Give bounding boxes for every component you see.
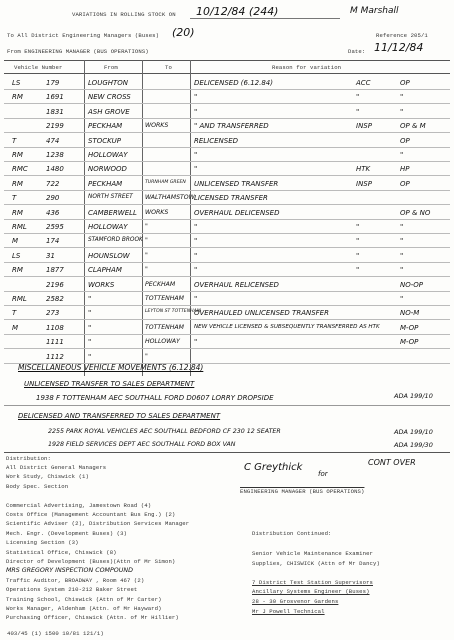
distribution-label: Distribution: <box>6 455 51 462</box>
from-garage: ASH GROVE <box>88 107 130 116</box>
distribution-continued-item: 28 - 30 Grosvenor Gardens <box>252 598 339 605</box>
reason: RELICENSED <box>194 136 239 145</box>
distribution-item: MRS GREGORY INSPECTION COMPOUND <box>6 567 133 575</box>
category-code: INSP <box>356 122 372 131</box>
from-garage: HOLLOWAY <box>88 223 128 231</box>
vehicle-number: 179 <box>46 79 60 87</box>
reason: " <box>194 338 198 347</box>
distribution-item: Operations System 210-212 Baker Street <box>6 586 138 594</box>
to-garage: " <box>145 237 148 245</box>
category-code: HTK <box>356 165 371 174</box>
distribution-continued-item: Ancillary Systems Engineer (Buses) <box>252 588 370 596</box>
vehicle-type: T <box>12 136 17 145</box>
vehicle-number: 1877 <box>46 266 64 275</box>
vehicle-type: M <box>12 323 19 332</box>
vehicle-type: RML <box>12 223 27 231</box>
to-line: To All District Engineering Managers (Buses) <box>7 32 160 39</box>
category-code: " <box>356 223 360 231</box>
from-garage: STOCKUP <box>88 136 121 145</box>
date-value: 11/12/84 <box>374 41 424 54</box>
from-garage: " <box>88 295 92 303</box>
to-number: (20) <box>172 26 195 39</box>
to-garage: " <box>145 352 148 360</box>
category-code: " <box>356 93 360 102</box>
vehicle-number: 31 <box>46 251 55 260</box>
action-code: " <box>400 151 404 159</box>
vehicle-type: RMC <box>12 165 28 174</box>
misc-delicensed-row-2: 1928 FIELD SERVICES DEPT AEC SOUTHALL FORD BOX VAN <box>48 441 236 448</box>
reason: OVERHAUL DELICENSED <box>194 208 280 217</box>
misc-unlicensed-row-tail: ADA 199/10 <box>394 392 433 400</box>
action-code: NO-OP <box>400 280 424 289</box>
category-code: " <box>356 266 360 275</box>
from-garage: PECKHAM <box>88 179 123 188</box>
vehicle-number: 1108 <box>46 323 64 332</box>
action-code: " <box>400 266 404 275</box>
col-to: To <box>165 64 172 71</box>
misc-unlicensed-row: 1938 F TOTTENHAM AEC SOUTHALL FORD D0607 LORRY DROPSIDE <box>36 394 274 402</box>
from-garage: " <box>88 338 92 347</box>
distribution-item: Work Study, Chiswick (1) <box>6 473 89 481</box>
to-garage: " <box>145 223 148 230</box>
vehicle-type: LS <box>12 79 21 87</box>
vehicle-type: M <box>12 237 19 246</box>
to-garage: HOLLOWAY <box>145 338 180 346</box>
vehicle-number: 2199 <box>46 122 64 131</box>
vehicle-number: 174 <box>46 237 60 246</box>
title-signature: M Marshall <box>350 6 399 16</box>
from-garage: CLAPHAM <box>88 266 122 275</box>
distribution-item: Statistical Office, Chiswick (8) <box>6 548 117 556</box>
misc-heading: MISCELLANEOUS VEHICLE MOVEMENTS (6.12.84) <box>18 363 204 372</box>
to-garage: LEYTON ST TOTTENHAM <box>145 309 201 315</box>
to-garage: TOTTENHAM <box>145 295 184 302</box>
distribution-item: Traffic Auditor, BROADWAY , Room 467 (2) <box>6 576 145 584</box>
vehicle-number: 436 <box>46 208 60 217</box>
category-code: INSP <box>356 179 372 188</box>
vehicle-number: 722 <box>46 179 60 188</box>
from-garage: " <box>88 323 92 332</box>
action-code: " <box>400 223 404 231</box>
vehicle-number: 1238 <box>46 151 64 159</box>
distribution-item: All District General Managers <box>6 464 107 471</box>
to-garage: TOTTENHAM <box>145 323 184 331</box>
from-garage: STAMFORD BROOK <box>88 237 143 244</box>
reason: " <box>194 165 198 174</box>
distribution-item: Director of Development (Buses)(Attn of Mr Simon) <box>6 558 176 565</box>
vehicle-type: T <box>12 309 17 318</box>
reason: " <box>194 237 198 246</box>
vehicle-type: LS <box>12 251 21 260</box>
reason: " <box>194 151 198 159</box>
reason: " <box>194 223 198 231</box>
distribution-item: Scientific Adviser (2), Distribution Services Manager <box>6 520 190 528</box>
vehicle-number: 474 <box>46 136 60 145</box>
reason: " <box>194 93 198 102</box>
distribution-item: Works Manager, Aldenham (Attn. of Mr Hayward) <box>6 605 162 612</box>
action-code: " <box>400 251 404 260</box>
vehicle-type: RML <box>12 295 27 303</box>
misc-unlicensed-heading: UNLICENSED TRANSFER TO SALES DEPARTMENT <box>24 380 195 388</box>
col-from: From <box>104 64 118 71</box>
distribution-continued-item: Senior Vehicle Maintenance Examiner <box>252 550 373 557</box>
to-garage: " <box>145 251 148 259</box>
action-code: " <box>400 237 404 246</box>
action-code: OP <box>400 136 410 145</box>
reference-label: Reference 205/1 <box>376 32 428 39</box>
distribution-continued-item: 7 District Test Station Supervisors <box>252 578 373 586</box>
from-garage: WORKS <box>88 280 115 289</box>
vehicle-number: 1831 <box>46 107 64 116</box>
misc-delicensed-row-2-tail: ADA 199/30 <box>394 441 433 449</box>
misc-delicensed-row-1-tail: ADA 199/10 <box>394 428 433 436</box>
vehicle-number: 273 <box>46 309 60 318</box>
action-code: HP <box>400 165 410 174</box>
distribution-item: Training School, Chiswick (Attn of Mr Carter) <box>6 595 162 603</box>
reason: DELICENSED (6.12.84) <box>194 79 273 87</box>
from-garage: CAMBERWELL <box>88 208 137 217</box>
vehicle-number: 2196 <box>46 280 64 289</box>
distribution-continued-item: Mr J Powell Technical <box>252 607 325 615</box>
from-garage: NORWOOD <box>88 165 127 174</box>
vehicle-type: RM <box>12 179 23 188</box>
action-code: " <box>400 93 404 102</box>
col-vehicle-number: Vehicle Number <box>14 64 63 71</box>
vehicle-number: 1480 <box>46 165 64 174</box>
distribution-continued-label: Distribution Continued: <box>252 530 332 537</box>
distribution-item: Purchasing Officer, Chiswick (Attn. of Mr Hillier) <box>6 614 179 622</box>
vehicle-number: 2582 <box>46 295 64 303</box>
distribution-item: Mech. Engr. (Development Buses) (3) <box>6 529 127 537</box>
vehicle-type: RM <box>12 151 23 159</box>
vehicle-number: 1112 <box>46 352 64 361</box>
distribution-item: Costs Office (Management Accountant Bus Eng.) (2) <box>6 511 176 518</box>
vehicle-type: RM <box>12 93 23 102</box>
action-code: OP <box>400 79 410 87</box>
distribution-item: Body Spec. Section <box>6 482 69 490</box>
category-code: " <box>356 107 360 116</box>
signature: C Greythick <box>244 462 303 473</box>
reason: " <box>194 266 198 275</box>
from-garage: PECKHAM <box>88 122 123 131</box>
category-code: " <box>356 237 360 246</box>
action-code: OP & M <box>400 122 426 131</box>
to-garage: PECKHAM <box>145 280 176 288</box>
sign-title: ENGINEERING MANAGER (BUS OPERATIONS) <box>240 488 365 495</box>
distribution-item: Licensing Section (3) <box>6 539 79 547</box>
action-code: NO-M <box>400 309 420 318</box>
to-garage: TURNHAM GREEN <box>145 179 186 185</box>
signature-for: for <box>318 470 328 478</box>
to-garage: " <box>145 266 148 274</box>
action-code: OP & NO <box>400 208 431 217</box>
vehicle-number: 290 <box>46 194 60 203</box>
from-garage: HOUNSLOW <box>88 251 130 260</box>
action-code: " <box>400 295 404 303</box>
col-reason: Reason for variation <box>272 64 342 71</box>
reason: LICENSED TRANSFER <box>194 194 268 203</box>
title-prefix: VARIATIONS IN ROLLING STOCK ON <box>72 11 176 18</box>
date-label: Date: <box>348 48 366 55</box>
title-date-handwritten: 10/12/84 (244) <box>196 5 279 18</box>
action-code: OP <box>400 179 410 188</box>
from-garage: " <box>88 352 92 361</box>
vehicle-type: RM <box>12 208 23 217</box>
to-garage: WORKS <box>145 208 169 216</box>
from-garage: NORTH STREET <box>88 194 133 201</box>
from-garage: NEW CROSS <box>88 93 131 102</box>
distribution-item: Commercial Advertising, Jamestown Road (4) <box>6 501 152 509</box>
misc-delicensed-row-1: 2255 PARK ROYAL VEHICLES AEC SOUTHALL BEDFORD CF 230 12 SEATER <box>48 428 281 435</box>
continued-over: CONT OVER <box>368 458 416 467</box>
misc-delicensed-heading: DELICENSED AND TRANSFERRED TO SALES DEPARTMENT <box>18 412 221 420</box>
category-code: ACC <box>356 79 371 87</box>
category-code: " <box>356 251 360 260</box>
reason: " <box>194 295 198 303</box>
distribution-continued-item: Supplies, CHISWICK (Attn of Mr Dancy) <box>252 559 380 567</box>
vehicle-number: 2595 <box>46 223 64 231</box>
from-garage: HOLLOWAY <box>88 151 128 159</box>
to-garage: WALTHAMSTOW <box>145 194 195 202</box>
from-garage: LOUGHTON <box>88 79 129 87</box>
to-garage: WORKS <box>145 122 169 130</box>
reason: NEW VEHICLE LICENSED & SUBSEQUENTLY TRANSFERRED AS HTK <box>194 323 380 330</box>
reason: OVERHAUL RELICENSED <box>194 280 279 289</box>
reason: " <box>194 251 198 260</box>
reason: UNLICENSED TRANSFER <box>194 179 279 188</box>
vehicle-type: RM <box>12 266 23 275</box>
action-code: M-OP <box>400 338 419 347</box>
from-garage: " <box>88 309 92 318</box>
reason: OVERHAULED UNLICENSED TRANSFER <box>194 309 329 318</box>
vehicle-number: 1111 <box>46 338 64 347</box>
reason: " <box>194 107 198 116</box>
vehicle-number: 1691 <box>46 93 64 102</box>
vehicle-type: T <box>12 194 17 203</box>
from-line: From ENGINEERING MANAGER (BUS OPERATIONS) <box>7 48 149 55</box>
form-code: 403/45 (1) 1500 10/81 121/1) <box>7 630 104 637</box>
action-code: " <box>400 107 404 116</box>
action-code: M-OP <box>400 323 419 332</box>
reason: " AND TRANSFERRED <box>194 122 269 131</box>
